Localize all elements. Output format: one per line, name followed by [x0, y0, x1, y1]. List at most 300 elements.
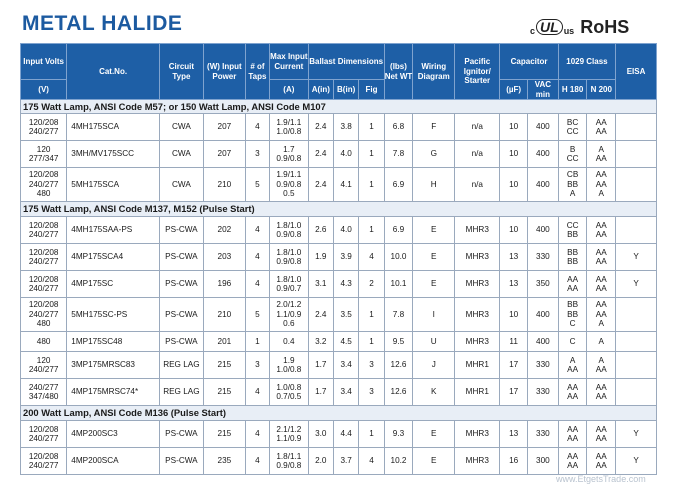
cell-n — [587, 332, 616, 352]
section-row — [21, 406, 657, 421]
table-row — [21, 217, 657, 244]
ul-logo-icon: UL — [536, 19, 563, 35]
rohs-mark: RoHS — [580, 16, 630, 37]
cell-volts — [21, 114, 67, 141]
cell-line: 2.0/1.2 — [276, 300, 302, 310]
cell-line: AA — [595, 365, 607, 374]
cell-line: AA — [595, 434, 607, 443]
cell-line: AA — [595, 451, 607, 461]
table-row — [21, 352, 657, 379]
cell-fig: 1 — [359, 114, 384, 141]
cell-line: 1.0/0.8 — [276, 127, 302, 136]
cell-n — [587, 271, 616, 298]
header-input-power: (W) Input Power — [203, 44, 245, 100]
ul-c-mark: c — [530, 26, 536, 36]
cell-line: C — [569, 319, 576, 329]
cell-circuit: REG LAG — [159, 352, 203, 379]
cell-line: 240/277 — [28, 461, 59, 470]
cell-line: 120/208 — [28, 451, 59, 461]
cell-ignitor: n/a — [455, 141, 500, 168]
cell-power: 207 — [203, 114, 245, 141]
cell-line: AA — [595, 309, 607, 319]
cell-b: 3.9 — [333, 244, 358, 271]
cell-eisa: Y — [616, 244, 657, 271]
cell-line: A — [598, 319, 604, 329]
cell-uf: 13 — [500, 244, 528, 271]
cell-line: 0.9/0.7 — [276, 284, 302, 293]
cell-ignitor: n/a — [455, 168, 500, 202]
cell-taps: 5 — [245, 298, 269, 332]
cell-eisa — [616, 379, 657, 406]
cell-uf: 17 — [500, 379, 528, 406]
cell-circuit: PS-CWA — [159, 448, 203, 475]
cell-volts — [21, 141, 67, 168]
cell-vac: 400 — [527, 217, 558, 244]
cell-wt: 10.1 — [384, 271, 413, 298]
cell-fig: 1 — [359, 168, 384, 202]
cell-line: 0.9/0.8 — [276, 257, 302, 266]
cell-line: BB — [567, 300, 579, 310]
cell-circuit: CWA — [159, 141, 203, 168]
cell-cat: 4MP175MRSC74* — [67, 379, 160, 406]
cell-line: AA — [595, 127, 607, 136]
header-circuit-type: Circuit Type — [159, 44, 203, 100]
cell-line: 120 — [36, 144, 51, 154]
cell-line: C — [569, 336, 576, 346]
cell-a: 1.9 — [308, 244, 333, 271]
cell-uf: 11 — [500, 332, 528, 352]
cell-circuit: PS-CWA — [159, 298, 203, 332]
cell-line: AA — [567, 274, 579, 284]
cell-a: 2.0 — [308, 448, 333, 475]
cell-b: 3.5 — [333, 298, 358, 332]
cell-power: 215 — [203, 421, 245, 448]
header-net-wt: (lbs) Net WT — [384, 44, 413, 100]
cell-line: 1.8/1.1 — [276, 451, 302, 461]
cell-h — [558, 168, 587, 202]
cell-n — [587, 244, 616, 271]
header-capacitor: Capacitor — [500, 44, 558, 80]
cell-power: 201 — [203, 332, 245, 352]
cell-line: 120 — [36, 355, 51, 365]
cell-b: 4.5 — [333, 332, 358, 352]
cell-h — [558, 421, 587, 448]
cell-ignitor: MHR1 — [455, 352, 500, 379]
watermark: www.EtgetsTrade.com — [556, 474, 646, 484]
cell-line: AA — [567, 451, 579, 461]
cell-line: 240/277 — [28, 309, 59, 319]
table-row — [21, 271, 657, 298]
cell-power: 202 — [203, 217, 245, 244]
cell-wt: 7.8 — [384, 141, 413, 168]
cell-power: 210 — [203, 168, 245, 202]
cell-taps: 4 — [245, 448, 269, 475]
cell-line: BB — [567, 309, 579, 319]
header-num-taps: # of Taps — [245, 44, 269, 100]
cell-ignitor: MHR3 — [455, 271, 500, 298]
cell-line: 240/277 — [28, 257, 59, 266]
page-header — [0, 0, 700, 44]
cell-line: AA — [595, 461, 607, 470]
cell-line: 240/277 — [28, 179, 59, 189]
cell-wt: 6.9 — [384, 217, 413, 244]
cell-line: AA — [595, 424, 607, 434]
section-row — [21, 100, 657, 114]
header-dim-a: A(in) — [308, 80, 333, 100]
cell-wt: 12.6 — [384, 352, 413, 379]
cell-ignitor: MHR3 — [455, 421, 500, 448]
cell-volts — [21, 448, 67, 475]
cell-fig: 2 — [359, 271, 384, 298]
section-title: 175 Watt Lamp, ANSI Code M57; or 150 Watt Lamp, ANSI Code M107 — [21, 100, 657, 114]
cell-volts — [21, 298, 67, 332]
cell-vac: 400 — [527, 332, 558, 352]
cell-vac: 400 — [527, 298, 558, 332]
cell-h — [558, 141, 587, 168]
cell-line: A — [598, 144, 604, 154]
cell-line: 0.9/0.8 — [276, 154, 302, 163]
cell-fig: 1 — [359, 421, 384, 448]
cell-taps: 5 — [245, 168, 269, 202]
cell-n — [587, 448, 616, 475]
cell-line: 347/480 — [28, 392, 59, 401]
cell-line: 0.9/0.8 — [276, 179, 302, 189]
header-max-input-current: Max Input Current — [270, 44, 309, 80]
cell-uf: 10 — [500, 141, 528, 168]
cell-h — [558, 298, 587, 332]
table-row — [21, 332, 657, 352]
cell-line: AA — [595, 274, 607, 284]
cell-wiring: H — [413, 168, 455, 202]
table-header — [21, 44, 657, 100]
cell-line: A — [598, 355, 604, 365]
header-input-volts-unit: (V) — [21, 80, 67, 100]
cell-line: 120/208 — [28, 220, 59, 230]
cell-wt: 10.0 — [384, 244, 413, 271]
cell-n — [587, 217, 616, 244]
cell-line: CC — [566, 220, 579, 230]
cell-current — [270, 141, 309, 168]
cell-fig: 3 — [359, 352, 384, 379]
cell-current — [270, 217, 309, 244]
cell-line: AA — [595, 392, 607, 401]
cell-fig: 1 — [359, 217, 384, 244]
header-pacific-ignitor: Pacific Ignitor/ Starter — [455, 44, 500, 100]
cell-b: 4.3 — [333, 271, 358, 298]
cell-taps: 4 — [245, 271, 269, 298]
cell-wiring: F — [413, 114, 455, 141]
cell-power: 210 — [203, 298, 245, 332]
cell-eisa — [616, 298, 657, 332]
cell-line: 240/277 — [28, 230, 59, 239]
cell-line: AA — [595, 179, 607, 189]
cell-wiring: U — [413, 332, 455, 352]
section-row — [21, 202, 657, 217]
cell-power: 215 — [203, 352, 245, 379]
certification-marks — [530, 14, 629, 40]
cell-h — [558, 271, 587, 298]
cell-eisa — [616, 141, 657, 168]
cell-a: 2.4 — [308, 114, 333, 141]
cell-eisa — [616, 332, 657, 352]
cell-taps: 4 — [245, 244, 269, 271]
cell-uf: 10 — [500, 298, 528, 332]
header-dim-fig: Fig — [359, 80, 384, 100]
cell-volts — [21, 168, 67, 202]
cell-h — [558, 244, 587, 271]
cell-a: 2.4 — [308, 168, 333, 202]
cell-vac: 330 — [527, 421, 558, 448]
header-wiring-diagram: Wiring Diagram — [413, 44, 455, 100]
cell-vac: 400 — [527, 141, 558, 168]
table-row — [21, 244, 657, 271]
cell-cat: 4MP200SCA — [67, 448, 160, 475]
cell-ignitor: MHR1 — [455, 379, 500, 406]
cell-line: 240/277 — [28, 365, 59, 374]
cell-line: 1.9/1.1 — [276, 170, 302, 180]
cell-taps: 3 — [245, 352, 269, 379]
cell-h — [558, 114, 587, 141]
cell-b: 4.1 — [333, 168, 358, 202]
cell-line: 1.9 — [283, 355, 295, 365]
cell-fig: 1 — [359, 298, 384, 332]
cell-eisa — [616, 168, 657, 202]
cell-line: AA — [595, 170, 607, 180]
cell-line: 1.9/1.1 — [276, 117, 302, 127]
cell-line: 1.1/0.9 — [276, 434, 302, 443]
cell-line: AA — [567, 424, 579, 434]
cell-line: AA — [567, 434, 579, 443]
cell-line: BB — [567, 179, 579, 189]
cell-wiring: J — [413, 352, 455, 379]
cell-ignitor: MHR3 — [455, 448, 500, 475]
cell-wiring: E — [413, 448, 455, 475]
cell-h — [558, 332, 587, 352]
cell-b: 3.8 — [333, 114, 358, 141]
header-cap-vac: VAC min — [527, 80, 558, 100]
cell-wiring: G — [413, 141, 455, 168]
cell-taps: 4 — [245, 217, 269, 244]
cell-h — [558, 448, 587, 475]
cell-eisa: Y — [616, 271, 657, 298]
cell-line: 240/277 — [28, 434, 59, 443]
cell-wt: 6.8 — [384, 114, 413, 141]
cell-cat: 4MH175SAA-PS — [67, 217, 160, 244]
cell-line: A — [569, 189, 576, 199]
cell-volts — [21, 421, 67, 448]
table-row — [21, 379, 657, 406]
header-dim-b: B(in) — [333, 80, 358, 100]
header-class-n: N 200 — [587, 80, 616, 100]
cell-taps: 4 — [245, 421, 269, 448]
cell-volts — [21, 271, 67, 298]
cell-line: AA — [595, 284, 607, 293]
cell-n — [587, 298, 616, 332]
cell-line: AA — [567, 461, 579, 470]
cell-ignitor: MHR3 — [455, 298, 500, 332]
header-input-volts: Input Volts — [21, 44, 67, 80]
cell-b: 4.4 — [333, 421, 358, 448]
cell-cat: 4MH175SCA — [67, 114, 160, 141]
cell-vac: 400 — [527, 114, 558, 141]
cell-line: AA — [595, 257, 607, 266]
cell-wt: 12.6 — [384, 379, 413, 406]
cell-uf: 10 — [500, 217, 528, 244]
cell-circuit: CWA — [159, 114, 203, 141]
cell-a: 1.7 — [308, 379, 333, 406]
cell-line: 120/208 — [28, 424, 59, 434]
cell-line: CB — [566, 170, 579, 180]
cell-line: 1.0/0.8 — [276, 382, 302, 392]
cell-line: 480 — [36, 336, 51, 346]
cell-fig: 4 — [359, 448, 384, 475]
cell-volts — [21, 379, 67, 406]
cell-a: 1.7 — [308, 352, 333, 379]
cell-volts — [21, 244, 67, 271]
cell-current — [270, 168, 309, 202]
cell-line: 240/277 — [28, 284, 59, 293]
cell-current — [270, 244, 309, 271]
cell-uf: 13 — [500, 421, 528, 448]
cell-power: 215 — [203, 379, 245, 406]
cell-n — [587, 379, 616, 406]
cell-uf: 10 — [500, 114, 528, 141]
cell-volts — [21, 217, 67, 244]
cell-wt: 9.5 — [384, 332, 413, 352]
cell-line: 0.9/0.8 — [276, 461, 302, 470]
cell-line: AA — [595, 230, 607, 239]
cell-cat: 3MH/MV175SCC — [67, 141, 160, 168]
cell-eisa — [616, 114, 657, 141]
cell-eisa: Y — [616, 421, 657, 448]
cell-n — [587, 141, 616, 168]
cell-line: 1.8/1.0 — [276, 220, 302, 230]
cell-wt: 10.2 — [384, 448, 413, 475]
cell-fig: 4 — [359, 244, 384, 271]
cell-circuit: PS-CWA — [159, 421, 203, 448]
table-row — [21, 114, 657, 141]
cell-current — [270, 298, 309, 332]
cell-b: 3.7 — [333, 448, 358, 475]
cell-current — [270, 114, 309, 141]
cell-current — [270, 332, 309, 352]
cell-taps: 1 — [245, 332, 269, 352]
cell-circuit: PS-CWA — [159, 217, 203, 244]
cell-ignitor: n/a — [455, 114, 500, 141]
header-class-h: H 180 — [558, 80, 587, 100]
cell-line: CC — [566, 154, 579, 163]
cell-current — [270, 352, 309, 379]
cell-power: 207 — [203, 141, 245, 168]
cell-line: 240/277 — [28, 382, 59, 392]
cell-h — [558, 217, 587, 244]
cell-line: AA — [595, 220, 607, 230]
cell-a: 2.4 — [308, 298, 333, 332]
cell-line: 0.9/0.8 — [276, 230, 302, 239]
header-cap-uf: (µF) — [500, 80, 528, 100]
cell-taps: 4 — [245, 379, 269, 406]
cell-line: BB — [567, 247, 579, 257]
cell-power: 203 — [203, 244, 245, 271]
header-1029-class: 1029 Class — [558, 44, 615, 80]
cell-line: AA — [595, 247, 607, 257]
header-cat-no: Cat.No. — [67, 44, 160, 100]
cell-power: 235 — [203, 448, 245, 475]
header-ballast-dimensions: Ballast Dimensions — [308, 44, 384, 80]
cell-n — [587, 421, 616, 448]
cell-cat: 4MP175SCA4 — [67, 244, 160, 271]
cell-fig: 1 — [359, 141, 384, 168]
cell-current — [270, 271, 309, 298]
cell-vac: 330 — [527, 379, 558, 406]
cell-cat: 5MH175SCA — [67, 168, 160, 202]
cell-line: 0.6 — [283, 319, 295, 329]
cell-fig: 1 — [359, 332, 384, 352]
cell-n — [587, 114, 616, 141]
cell-n — [587, 352, 616, 379]
cell-ignitor: MHR3 — [455, 217, 500, 244]
cell-volts — [21, 332, 67, 352]
cell-wt: 7.8 — [384, 298, 413, 332]
cell-vac: 350 — [527, 271, 558, 298]
cell-line: 0.5 — [283, 189, 295, 199]
cell-uf: 13 — [500, 271, 528, 298]
cell-b: 4.0 — [333, 217, 358, 244]
header-current-unit: (A) — [270, 80, 309, 100]
table-row — [21, 298, 657, 332]
header-eisa: EISA — [616, 44, 657, 100]
cell-vac: 330 — [527, 352, 558, 379]
cell-cat: 1MP175SC48 — [67, 332, 160, 352]
cell-line: 120/208 — [28, 247, 59, 257]
cell-line: BB — [567, 257, 579, 266]
cell-wiring: K — [413, 379, 455, 406]
cell-line: AA — [567, 284, 579, 293]
table-body — [21, 100, 657, 475]
cell-line: 480 — [36, 319, 51, 329]
cell-line: 1.1/0.9 — [276, 309, 302, 319]
table-row — [21, 421, 657, 448]
cell-line: 1.7 — [283, 144, 295, 154]
cell-line: AA — [567, 382, 579, 392]
cell-wt: 6.9 — [384, 168, 413, 202]
cell-line: 1.8/1.0 — [276, 247, 302, 257]
table-row — [21, 141, 657, 168]
cell-line: A — [569, 355, 576, 365]
cell-b: 3.4 — [333, 379, 358, 406]
cell-line: 277/347 — [28, 154, 59, 163]
cell-line: BB — [567, 230, 579, 239]
cell-line: AA — [595, 300, 607, 310]
cell-a: 3.0 — [308, 421, 333, 448]
cell-line: 120/208 — [28, 117, 59, 127]
cell-eisa: Y — [616, 448, 657, 475]
cell-line: AA — [567, 392, 579, 401]
cell-uf: 10 — [500, 168, 528, 202]
cell-vac: 330 — [527, 244, 558, 271]
cell-line: 2.1/1.2 — [276, 424, 302, 434]
ballast-spec-table — [20, 43, 657, 475]
cell-a: 3.1 — [308, 271, 333, 298]
cell-taps: 4 — [245, 114, 269, 141]
cell-line: B — [569, 144, 576, 154]
cell-h — [558, 379, 587, 406]
cell-a: 3.2 — [308, 332, 333, 352]
cell-circuit: PS-CWA — [159, 244, 203, 271]
cell-line: 480 — [36, 189, 51, 199]
cell-line: BC — [566, 117, 579, 127]
cell-h — [558, 352, 587, 379]
